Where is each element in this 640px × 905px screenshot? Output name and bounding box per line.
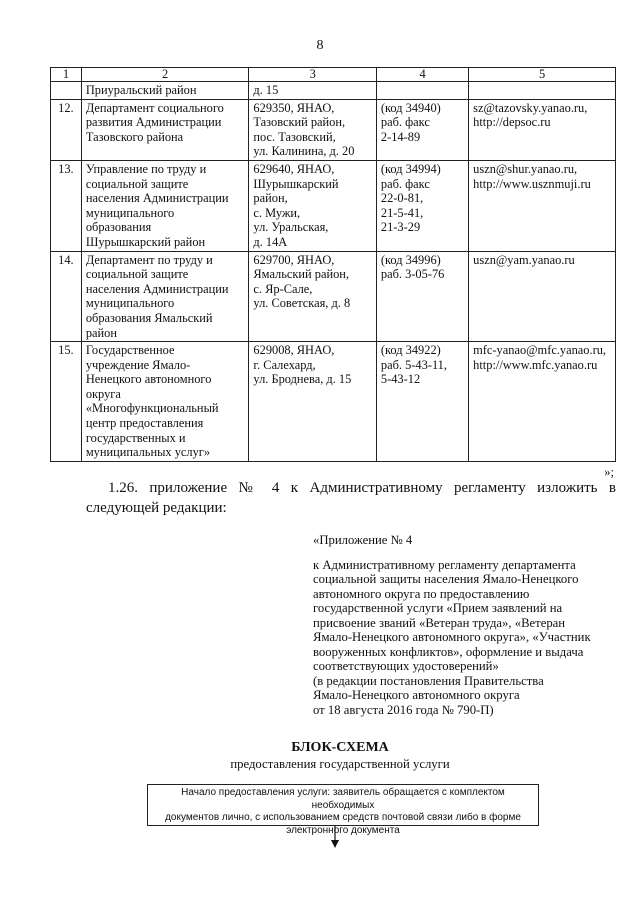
- scheme-title: БЛОК-СХЕМА: [291, 740, 389, 755]
- appendix-line: присвоение званий «Ветеран труда», «Ветеран: [313, 615, 566, 630]
- cell-line: социальной защите: [85, 267, 189, 282]
- row-number: 12.: [51, 99, 82, 160]
- cell-line: г. Салехард,: [253, 357, 316, 372]
- appendix-header: [313, 533, 613, 717]
- cell-line: округа: [85, 386, 121, 401]
- flow-box-line: электронного документа: [286, 824, 400, 836]
- header-cell: 3: [249, 68, 376, 82]
- cell-line: с. Мужи,: [253, 205, 301, 220]
- cell-line: с. Яр-Сале,: [253, 281, 313, 296]
- organization-phone: [376, 160, 468, 251]
- cell-line: раб. 3-05-76: [380, 267, 445, 282]
- cell-line: ул. Советская, д. 8: [253, 296, 351, 311]
- cell-line: 629350, ЯНАО,: [253, 100, 335, 115]
- cell-line: муниципального: [85, 296, 175, 311]
- appendix-line: государственной услуги «Прием заявлений на: [313, 601, 563, 615]
- flow-box-line: документов лично, с использованием средств почтовой связи либо в форме: [165, 812, 521, 823]
- cell-line: населения Администрации: [85, 281, 229, 296]
- cell-line: пос. Тазовский,: [253, 129, 336, 144]
- row-number: 14.: [51, 251, 82, 342]
- organization-address: [249, 99, 376, 160]
- cell-line: 2-14-89: [380, 129, 421, 144]
- cell-line: 5-43-12: [380, 372, 421, 387]
- cell-line: uszn@shur.yanao.ru,: [473, 161, 578, 176]
- cell-line: Ненецкого автономного: [85, 372, 212, 387]
- organization-contacts: [469, 99, 616, 160]
- organization-name: [81, 160, 249, 251]
- cell-line: государственных и: [85, 430, 186, 445]
- table-cell: Приуральский район: [81, 82, 249, 100]
- organization-address: [249, 160, 376, 251]
- organization-address: [249, 251, 376, 342]
- appendix-title: «Приложение № 4: [313, 533, 413, 547]
- row-number: 15.: [51, 342, 82, 462]
- cell-line: (код 34940): [380, 100, 441, 115]
- cell-line: sz@tazovsky.yanao.ru,: [473, 100, 588, 115]
- paragraph-line: следующей редакции:: [86, 500, 227, 516]
- cell-line: http://www.mfc.yanao.ru: [473, 357, 598, 372]
- flow-box-line: Начало предоставления услуги: заявитель обращается с комплектом необходимых: [181, 787, 505, 811]
- table-cell: д. 15: [249, 82, 376, 100]
- cell-line: муниципального: [85, 205, 175, 220]
- header-cell: 1: [51, 68, 82, 82]
- appendix-line: Ямало-Ненецкого автономного округа», «Участник: [313, 630, 591, 644]
- continuation-row: [51, 82, 616, 100]
- cell-line: район,: [253, 191, 288, 206]
- appendix-line: соответствующих удостоверений»: [313, 659, 499, 673]
- cell-line: (код 34994): [380, 161, 441, 176]
- appendix-text: [313, 558, 613, 718]
- cell-line: Ямальский район,: [253, 267, 350, 282]
- cell-line: Шурышкарский: [253, 176, 339, 191]
- organization-contacts: [469, 251, 616, 342]
- cell-line: развития Администрации: [85, 115, 222, 130]
- organization-phone: [376, 99, 468, 160]
- appendix-line: (в редакции постановления Правительства: [313, 673, 544, 688]
- cell-line: Тазовский район,: [253, 115, 346, 130]
- cell-line: Департамент по труду и: [85, 252, 213, 267]
- header-cell: 2: [81, 68, 249, 82]
- cell-line: http://depsoc.ru: [473, 115, 551, 130]
- table-closing-quote: »;: [604, 465, 614, 479]
- cell-line: 629008, ЯНАО,: [253, 343, 335, 358]
- amendment-paragraph: [86, 478, 616, 518]
- organization-phone: [376, 342, 468, 462]
- appendix-line: Ямало-Ненецкого автономного округа: [313, 688, 520, 702]
- cell-line: 22-0-81,: [380, 191, 424, 206]
- cell-line: 629700, ЯНАО,: [253, 252, 335, 267]
- institutions-table: [50, 67, 616, 462]
- table-row: [51, 342, 616, 462]
- page-number: 8: [316, 38, 324, 53]
- header-cell: 4: [376, 68, 468, 82]
- appendix-line: от 18 августа 2016 года № 790-П): [313, 702, 494, 717]
- table-row: [51, 99, 616, 160]
- cell-line: Государственное: [85, 343, 175, 358]
- cell-line: Тазовского района: [85, 129, 184, 144]
- organization-contacts: [469, 342, 616, 462]
- cell-line: «Многофункциональный: [85, 401, 219, 416]
- cell-line: 21-3-29: [380, 220, 421, 235]
- table-row: [51, 251, 616, 342]
- appendix-line: к Административному регламенту департамента: [313, 557, 576, 572]
- flow-arrow-icon: [330, 826, 340, 848]
- cell-line: Департамент социального: [85, 100, 224, 115]
- row-number: 13.: [51, 160, 82, 251]
- table-row: [51, 160, 616, 251]
- cell-line: образования Ямальский: [85, 310, 213, 325]
- table-cell: [469, 82, 616, 100]
- cell-line: (код 34922): [380, 343, 441, 358]
- cell-line: http://www.usznmuji.ru: [473, 176, 591, 191]
- cell-line: Шурышкарский район: [85, 234, 206, 249]
- cell-line: район: [85, 325, 117, 340]
- cell-line: (код 34996): [380, 252, 441, 267]
- organization-address: [249, 342, 376, 462]
- organization-name: [81, 99, 249, 160]
- cell-line: образования: [85, 220, 152, 235]
- cell-line: раб. факс: [380, 176, 430, 191]
- cell-line: uszn@yam.yanao.ru: [473, 252, 575, 267]
- cell-line: ул. Калинина, д. 20: [253, 144, 355, 159]
- cell-line: mfc-yanao@mfc.yanao.ru,: [473, 343, 607, 358]
- organization-phone: [376, 251, 468, 342]
- organization-name: [81, 251, 249, 342]
- cell-line: 629640, ЯНАО,: [253, 161, 335, 176]
- paragraph-line: 1.26. приложение № 4 к Административному регламенту изложить в: [108, 480, 616, 496]
- appendix-line: социальной защиты населения Ямало-Ненецкого: [313, 572, 579, 586]
- cell-line: Управление по труду и: [85, 161, 207, 176]
- scheme-subtitle: предоставления государственной услуги: [230, 757, 450, 771]
- cell-line: населения Администрации: [85, 191, 229, 206]
- cell-line: муниципальных услуг»: [85, 445, 211, 460]
- header-cell: 5: [469, 68, 616, 82]
- cell-line: ул. Броднева, д. 15: [253, 372, 352, 387]
- cell-line: социальной защите: [85, 176, 189, 191]
- table-cell: [376, 82, 468, 100]
- cell-line: д. 14А: [253, 234, 288, 249]
- organization-name: [81, 342, 249, 462]
- cell-line: раб. 5-43-11,: [380, 357, 447, 372]
- appendix-line: вооруженных конфликтов», оформление и выдача: [313, 644, 584, 659]
- table-header-row: [51, 68, 616, 82]
- cell-line: 21-5-41,: [380, 205, 424, 220]
- cell-line: центр предоставления: [85, 416, 204, 431]
- flow-start-box: [147, 784, 539, 836]
- cell-line: ул. Уральская,: [253, 220, 329, 235]
- cell-line: раб. факс: [380, 115, 430, 130]
- table-cell: [51, 82, 82, 100]
- organization-contacts: [469, 160, 616, 251]
- cell-line: учреждение Ямало-: [85, 357, 191, 372]
- appendix-line: автономного округа по предоставлению: [313, 586, 530, 601]
